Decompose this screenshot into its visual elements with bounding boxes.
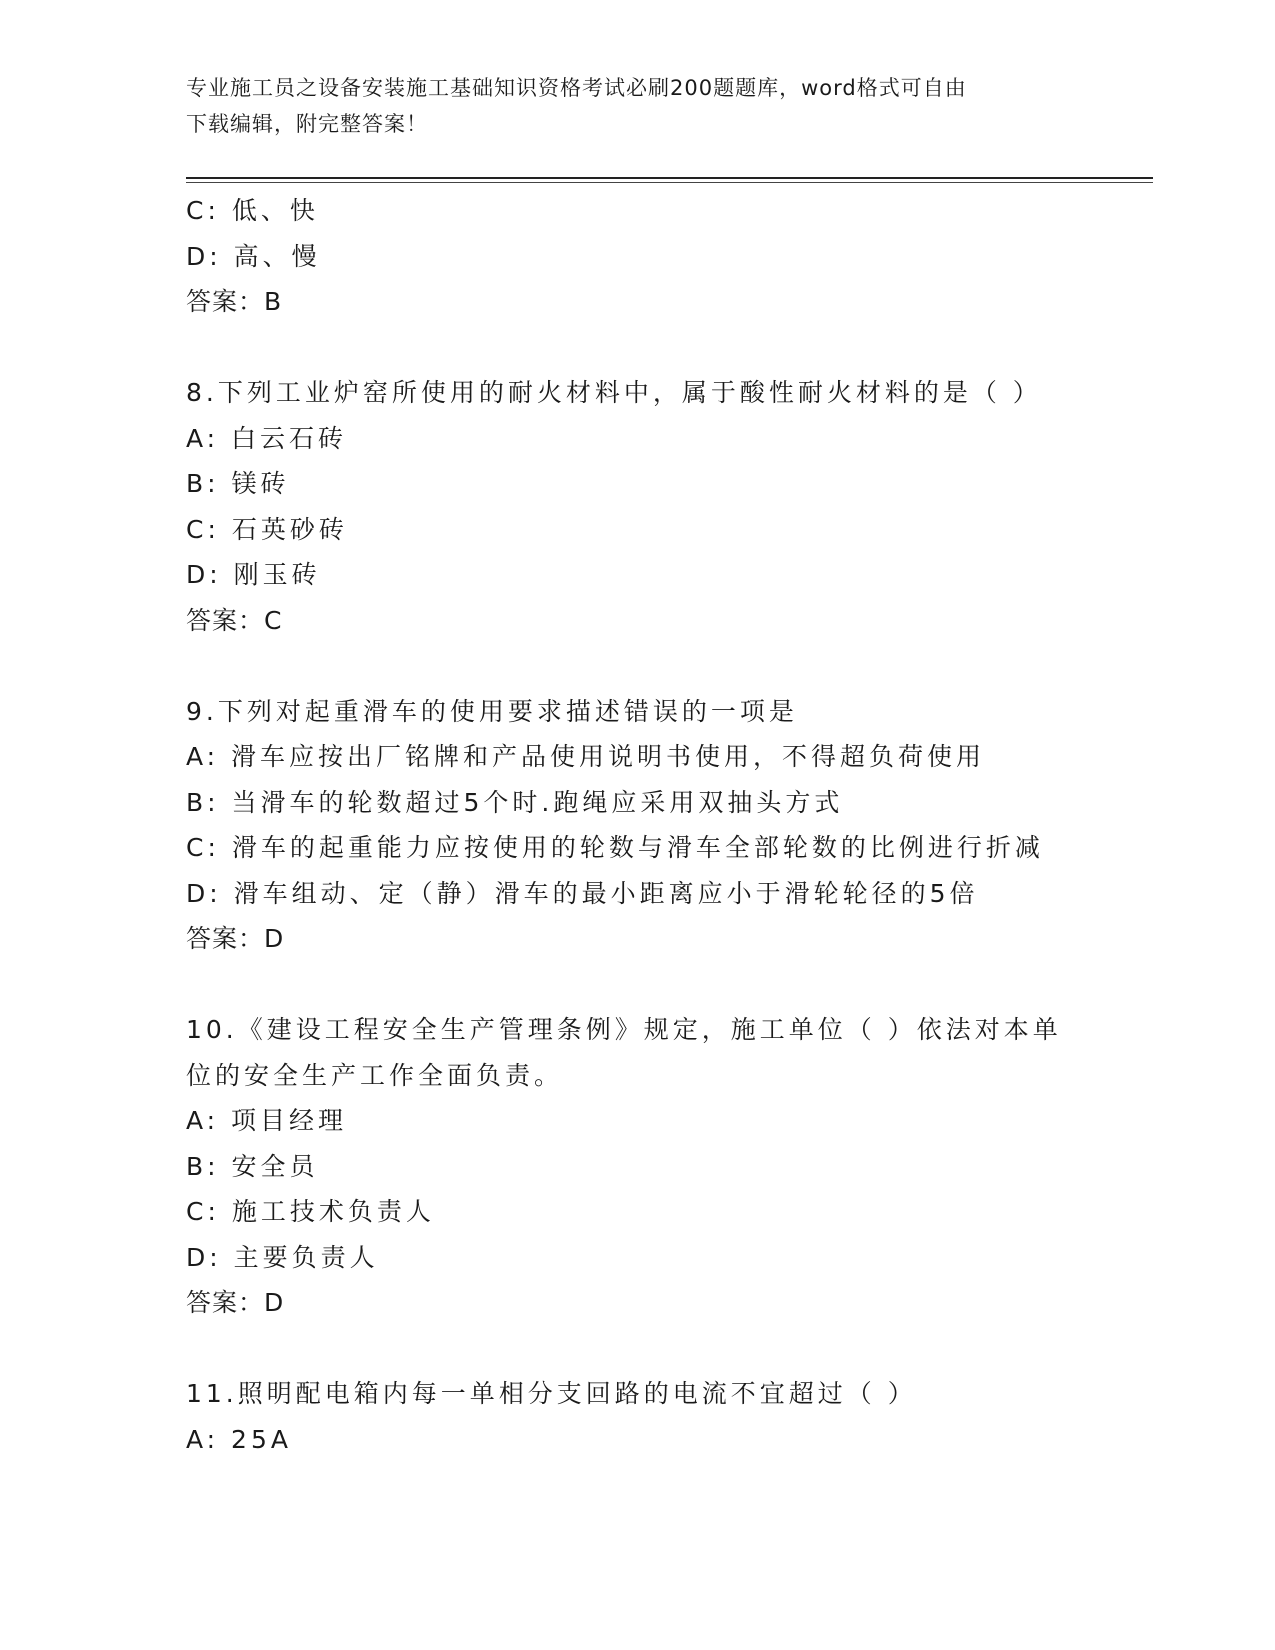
option-line: C: 滑车的起重能力应按使用的轮数与滑车全部轮数的比例进行折减 xyxy=(186,833,1044,862)
document-header xyxy=(186,70,1066,142)
answer-line: 答案：D xyxy=(186,1288,285,1317)
option-line: A: 白云石砖 xyxy=(186,423,348,453)
option-line: B: 镁砖 xyxy=(186,469,290,498)
question-line: 11.照明配电箱内每一单相分支回路的电流不宜超过（ ） xyxy=(186,1379,917,1408)
answer-line: 答案：C xyxy=(186,605,283,635)
option-line: A: 25A xyxy=(186,1424,292,1454)
question-line: 8.下列工业炉窑所使用的耐火材料中，属于酸性耐火材料的是（ ） xyxy=(186,378,1042,407)
spacer xyxy=(186,1326,1153,1372)
header-rule-thin xyxy=(186,182,1153,183)
option-line: A: 滑车应按出厂铭牌和产品使用说明书使用，不得超负荷使用 xyxy=(186,742,986,771)
option-line: D: 刚玉砖 xyxy=(186,560,321,589)
header-line-1: 专业施工员之设备安装施工基础知识资格考试必刷200题题库，word格式可自由 xyxy=(186,76,967,100)
option-line: D: 高、慢 xyxy=(186,241,321,271)
option-line: C: 施工技术负责人 xyxy=(186,1197,435,1226)
answer-line: 答案：B xyxy=(186,287,283,316)
question-line: 10.《建设工程安全生产管理条例》规定，施工单位（ ）依法对本单 xyxy=(186,1015,1062,1044)
option-line: D: 主要负责人 xyxy=(186,1242,379,1272)
option-line: B: 安全员 xyxy=(186,1151,319,1181)
option-line: C: 石英砂砖 xyxy=(186,514,348,544)
spacer xyxy=(186,643,1153,689)
option-line: B: 当滑车的轮数超过5个时.跑绳应采用双抽头方式 xyxy=(186,787,844,817)
question-line: 9.下列对起重滑车的使用要求描述错误的一项是 xyxy=(186,696,798,726)
option-line: C: 低、快 xyxy=(186,196,319,225)
document-body xyxy=(186,188,1153,1462)
question-line: 位的安全生产工作全面负责。 xyxy=(186,1060,564,1090)
spacer xyxy=(186,325,1153,371)
option-line: D: 滑车组动、定（静）滑车的最小距离应小于滑轮轮径的5倍 xyxy=(186,878,979,908)
option-line: A: 项目经理 xyxy=(186,1106,348,1135)
header-line-2: 下载编辑，附完整答案！ xyxy=(186,112,428,136)
answer-line: 答案：D xyxy=(186,924,285,953)
header-rule-thick xyxy=(186,177,1153,179)
spacer xyxy=(186,962,1153,1008)
